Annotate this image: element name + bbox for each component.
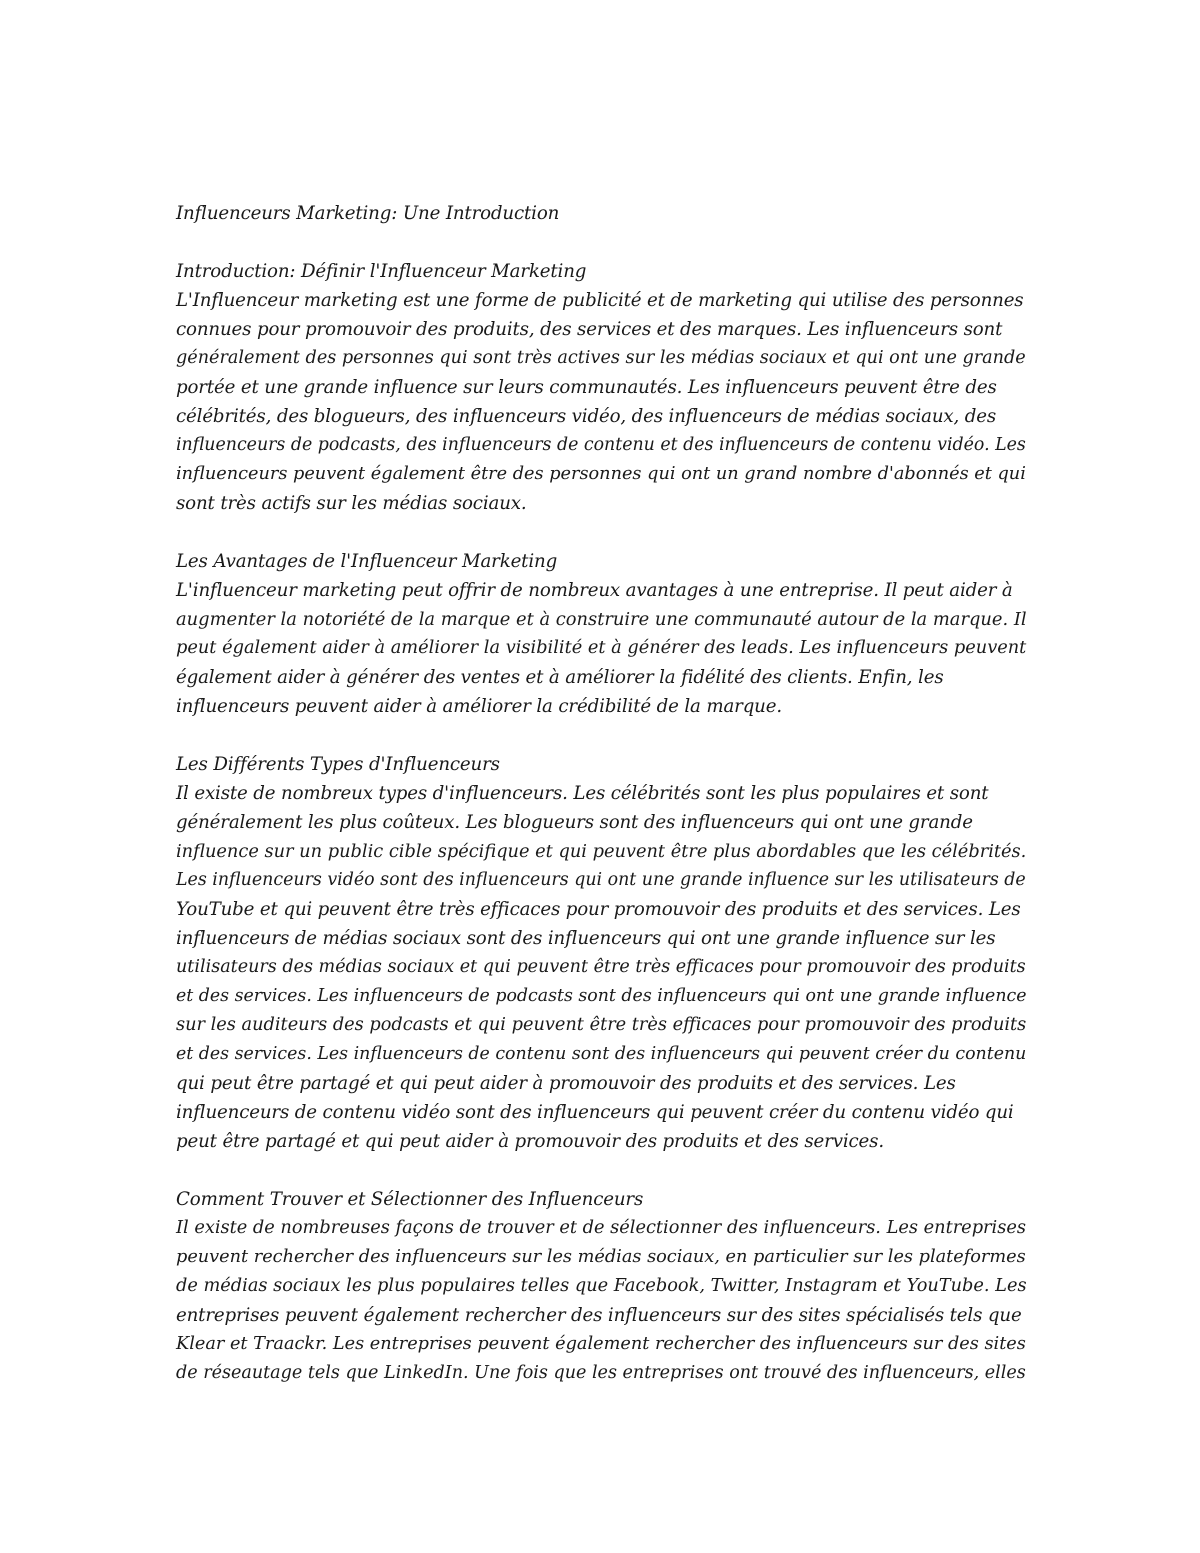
section-heading: Comment Trouver et Sélectionner des Influenceurs	[176, 1189, 644, 1210]
text-line: entreprises peuvent également rechercher des influenceurs sur des sites spécialisés tels que	[176, 1305, 1022, 1326]
text-line: influence sur un public cible spécifique et qui peuvent être plus abordables que les célébrités.	[176, 841, 1027, 862]
text-line: généralement les plus coûteux. Les blogueurs sont des influenceurs qui ont une grande	[176, 812, 973, 833]
paragraph-spacer	[176, 518, 1026, 547]
text-line: influenceurs de médias sociaux sont des influenceurs qui ont une grande influence sur les	[176, 928, 996, 949]
text-line: de réseautage tels que LinkedIn. Une fois que les entreprises ont trouvé des influenceurs, elles	[176, 1363, 1026, 1383]
paragraph-spacer	[176, 1156, 1026, 1185]
section-heading: Les Différents Types d'Influenceurs	[176, 754, 500, 775]
text-line: Il existe de nombreux types d'influenceurs. Les célébrités sont les plus populaires et sont	[176, 783, 989, 804]
text-line: peut être partagé et qui peut aider à promouvoir des produits et des services.	[176, 1131, 884, 1152]
text-line: influenceurs de contenu vidéo sont des influenceurs qui peuvent créer du contenu vidéo qui	[176, 1102, 1014, 1123]
document-title: Influenceurs Marketing: Une Introduction	[176, 203, 560, 224]
text-line: portée et une grande influence sur leurs communautés. Les influenceurs peuvent être des	[176, 377, 997, 398]
section-intro	[176, 257, 1026, 518]
section-heading: Introduction: Définir l'Influenceur Marketing	[176, 261, 587, 282]
section-advantages	[176, 547, 1026, 721]
text-line: sur les auditeurs des podcasts et qui peuvent être très efficaces pour promouvoir des produits	[176, 1015, 1027, 1035]
text-line: de médias sociaux les plus populaires telles que Facebook, Twitter, Instagram et YouTube. Les	[176, 1276, 1027, 1296]
section-find-select	[176, 1185, 1026, 1388]
text-line: L'influenceur marketing peut offrir de nombreux avantages à une entreprise. Il peut aider à	[176, 580, 1013, 601]
text-line: Klear et Traackr. Les entreprises peuvent également rechercher des influenceurs sur des sites	[176, 1334, 1026, 1354]
text-line: influenceurs de podcasts, des influenceurs de contenu et des influenceurs de contenu vidéo. Les	[176, 435, 1026, 455]
text-line: Il existe de nombreuses façons de trouver et de sélectionner des influenceurs. Les entreprises	[176, 1218, 1026, 1238]
paragraph-spacer	[176, 721, 1026, 750]
document-body	[176, 199, 1026, 1388]
text-line: qui peut être partagé et qui peut aider à promouvoir des produits et des services. Les	[176, 1073, 956, 1094]
text-line: peut également aider à améliorer la visibilité et à générer des leads. Les influenceurs peuvent	[176, 638, 1027, 658]
text-line: et des services. Les influenceurs de podcasts sont des influenceurs qui ont une grande influence	[176, 986, 1027, 1006]
text-line: YouTube et qui peuvent être très efficaces pour promouvoir des produits et des services. Les	[176, 899, 1021, 920]
text-line: sont très actifs sur les médias sociaux.	[176, 493, 527, 514]
text-line: influenceurs peuvent aider à améliorer la crédibilité de la marque.	[176, 696, 782, 717]
text-line: utilisateurs des médias sociaux et qui peuvent être très efficaces pour promouvoir des produits	[176, 957, 1026, 977]
text-line: L'Influenceur marketing est une forme de publicité et de marketing qui utilise des personnes	[176, 290, 1024, 311]
text-line: et des services. Les influenceurs de contenu sont des influenceurs qui peuvent créer du contenu	[176, 1044, 1027, 1064]
section-heading: Les Avantages de l'Influenceur Marketing	[176, 551, 558, 572]
paragraph-spacer	[176, 228, 1026, 257]
text-line: augmenter la notoriété de la marque et à construire une communauté autour de la marque. Il	[176, 609, 1027, 630]
text-line: peuvent rechercher des influenceurs sur les médias sociaux, en particulier sur les plateformes	[176, 1247, 1026, 1267]
text-line: influenceurs peuvent également être des personnes qui ont un grand nombre d'abonnés et qui	[176, 464, 1026, 484]
section-types	[176, 750, 1026, 1156]
text-line: célébrités, des blogueurs, des influenceurs vidéo, des influenceurs de médias sociaux, des	[176, 406, 997, 427]
text-line: Les influenceurs vidéo sont des influenceurs qui ont une grande influence sur les utilisateurs de	[176, 870, 1026, 890]
text-line: généralement des personnes qui sont très actives sur les médias sociaux et qui ont une grande	[176, 348, 1026, 368]
text-line: connues pour promouvoir des produits, des services et des marques. Les influenceurs sont	[176, 319, 1003, 340]
text-line: également aider à générer des ventes et à améliorer la fidélité des clients. Enfin, les	[176, 667, 944, 688]
